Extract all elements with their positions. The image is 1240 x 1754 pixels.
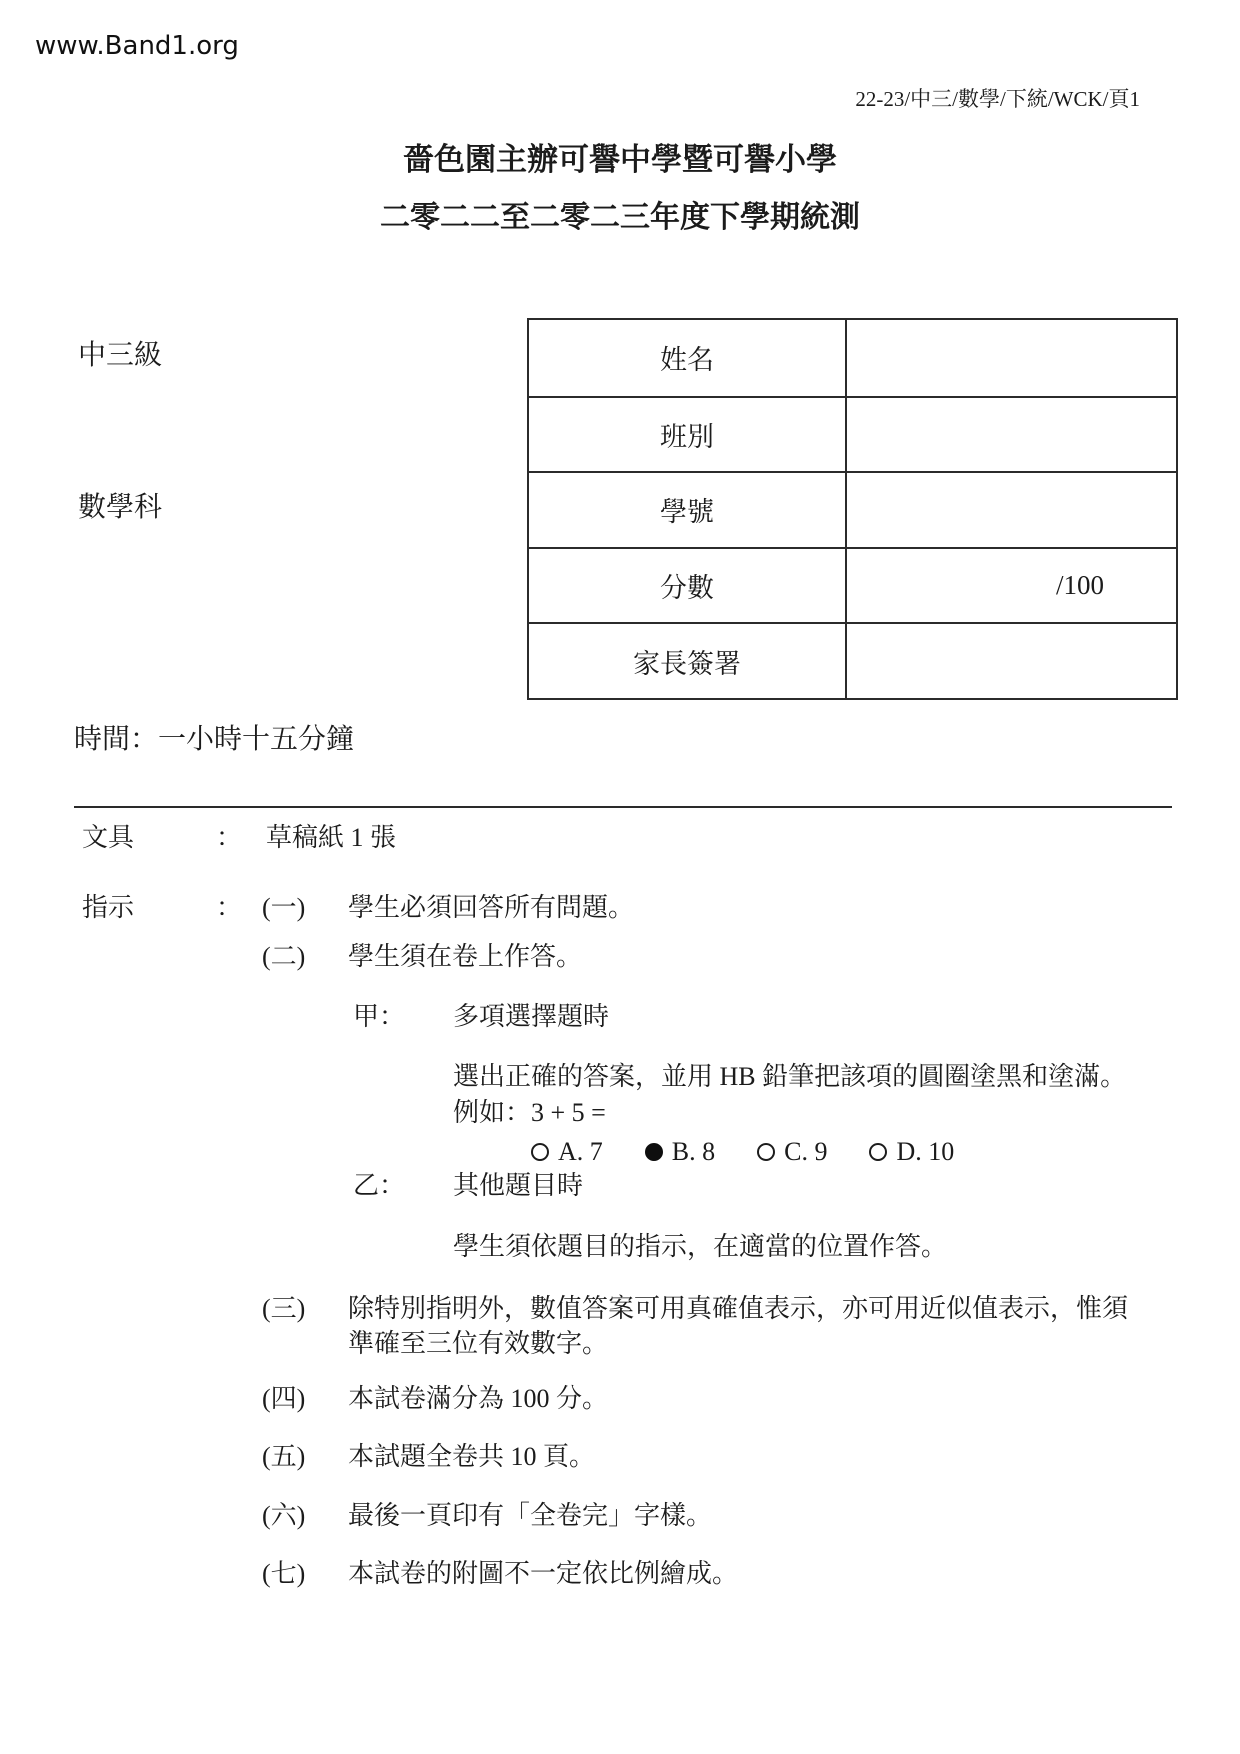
subject-label: 數學科 bbox=[78, 492, 163, 523]
info-label-student-number: 學號 bbox=[529, 471, 845, 547]
mc-option-c bbox=[757, 1136, 827, 1169]
mc-option-b bbox=[645, 1136, 715, 1169]
exam-title: 二零二二至二零二三年度下學期統測 bbox=[380, 201, 860, 234]
option-circle-filled-icon bbox=[645, 1143, 663, 1161]
sub-a-label: 甲： bbox=[353, 1002, 406, 1031]
instruction-5-text: 本試題全卷共 10 頁。 bbox=[348, 1442, 596, 1471]
info-value-parent-signature bbox=[845, 622, 1176, 698]
stationery-label: 文具 bbox=[82, 823, 135, 852]
mc-option-d-label: D. 10 bbox=[896, 1137, 955, 1166]
option-circle-icon bbox=[869, 1143, 887, 1161]
instruction-1-num: (一) bbox=[262, 893, 306, 922]
instruction-6-num: (六) bbox=[262, 1501, 306, 1530]
instruction-7-num: (七) bbox=[262, 1559, 306, 1588]
section-divider-line bbox=[74, 806, 1172, 808]
mc-option-c-label: C. 9 bbox=[784, 1137, 828, 1166]
stationery-value: 草稿紙 1 張 bbox=[266, 823, 397, 852]
school-title: 嗇色園主辦可譽中學暨可譽小學 bbox=[403, 142, 837, 177]
info-value-student-number bbox=[845, 471, 1176, 547]
instructions-colon: ： bbox=[216, 893, 243, 922]
instruction-3-text-line1: 除特別指明外，數值答案可用真確值表示，亦可用近似值表示，惟須 bbox=[348, 1294, 1129, 1323]
paper-code: 22-23/中三/數學/下統/WCK/頁1 bbox=[855, 87, 1140, 111]
watermark-band1: www.Band1.org bbox=[35, 31, 239, 61]
instruction-2-text: 學生須在卷上作答。 bbox=[348, 942, 583, 971]
instruction-4-text: 本試卷滿分為 100 分。 bbox=[348, 1384, 609, 1413]
mc-option-a-label: A. 7 bbox=[558, 1137, 603, 1166]
info-value-name bbox=[845, 320, 1176, 396]
mc-option-d bbox=[869, 1136, 954, 1169]
instruction-4-num: (四) bbox=[262, 1384, 306, 1413]
class-level-label: 中三級 bbox=[78, 340, 163, 371]
instruction-3-text-line2: 準確至三位有效數字。 bbox=[348, 1329, 609, 1358]
sub-a-title: 多項選擇題時 bbox=[453, 1002, 610, 1031]
instruction-3-num: (三) bbox=[262, 1294, 306, 1323]
student-info-table bbox=[527, 318, 1178, 700]
option-circle-icon bbox=[757, 1143, 775, 1161]
instruction-2-num: (二) bbox=[262, 942, 306, 971]
info-label-class: 班別 bbox=[529, 396, 845, 472]
option-circle-icon bbox=[531, 1143, 549, 1161]
info-value-class bbox=[845, 396, 1176, 472]
mc-option-a bbox=[531, 1136, 603, 1169]
instruction-7-text: 本試卷的附圖不一定依比例繪成。 bbox=[348, 1559, 739, 1588]
info-value-score: /100 bbox=[845, 547, 1176, 623]
sub-a-desc: 選出正確的答案，並用 HB 鉛筆把該項的圓圈塗黑和塗滿。 bbox=[453, 1062, 1127, 1091]
instruction-5-num: (五) bbox=[262, 1442, 306, 1471]
sub-a-example: 例如：3 + 5 = bbox=[453, 1098, 606, 1127]
sub-b-desc: 學生須依題目的指示，在適當的位置作答。 bbox=[453, 1232, 948, 1261]
sub-b-title: 其他題目時 bbox=[453, 1171, 584, 1200]
instruction-1-text: 學生必須回答所有問題。 bbox=[348, 893, 635, 922]
mc-option-b-label: B. 8 bbox=[671, 1137, 716, 1166]
instruction-6-text: 最後一頁印有「全卷完」字樣。 bbox=[348, 1501, 713, 1530]
info-label-parent-signature: 家長簽署 bbox=[529, 622, 845, 698]
stationery-colon: ： bbox=[216, 823, 243, 852]
info-label-name: 姓名 bbox=[660, 345, 714, 376]
info-label-score: 分數 bbox=[529, 547, 845, 623]
time-allowed-label: 時間：一小時十五分鐘 bbox=[74, 724, 355, 755]
instructions-label: 指示 bbox=[82, 893, 135, 922]
sub-b-label: 乙： bbox=[353, 1171, 406, 1200]
mc-example-options bbox=[531, 1136, 954, 1169]
